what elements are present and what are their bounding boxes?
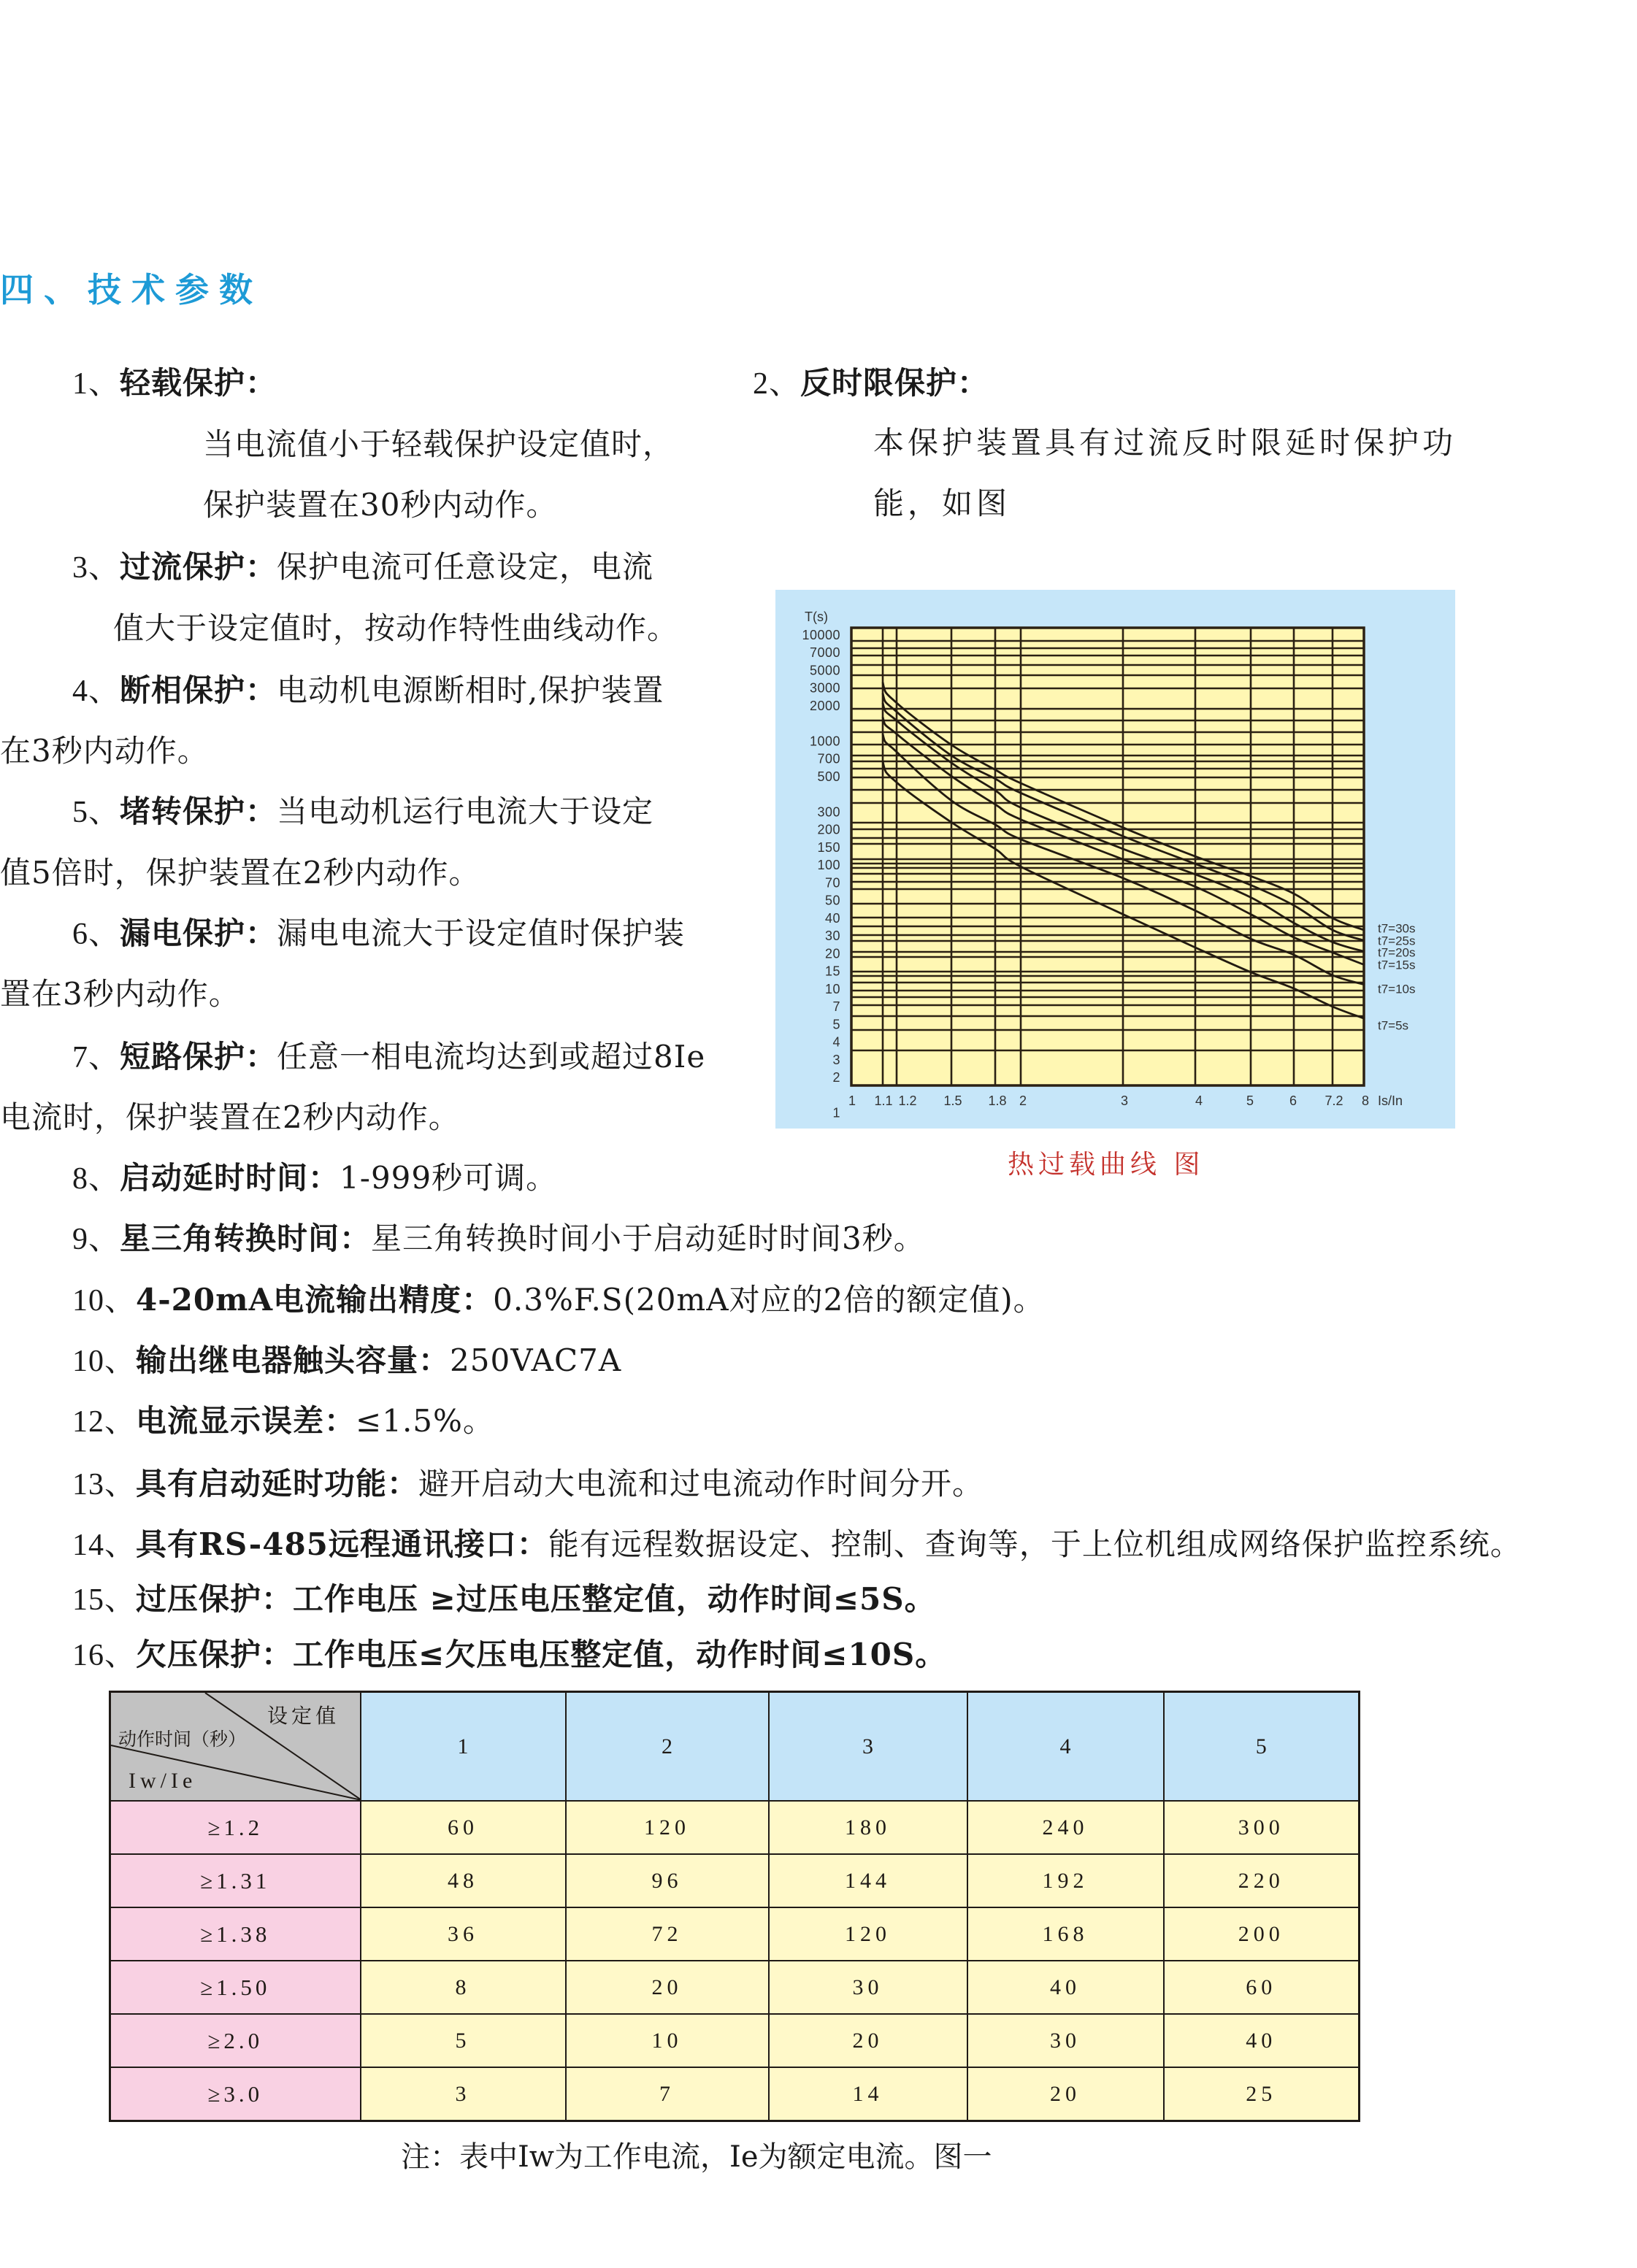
item-label: 具有启动延时功能：: [136, 1466, 419, 1502]
spec-item-5: [72, 793, 653, 830]
table-cell: 30: [967, 2014, 1164, 2067]
table-cell: 40: [1164, 2014, 1360, 2067]
y-tick-label: 10: [824, 981, 840, 996]
x-tick-label: 1: [848, 1093, 856, 1108]
chart-svg: [775, 590, 1455, 1129]
item-text: 漏电电流大于设定值时保护装: [277, 915, 686, 951]
item-number: 3、: [72, 551, 120, 585]
item-label: 欠压保护：: [136, 1637, 294, 1672]
item-label: 短路保护：: [120, 1039, 277, 1075]
spec-item-3: [72, 549, 653, 585]
corner-setting-label: 设定值: [267, 1704, 340, 1728]
y-tick-label: 200: [817, 822, 840, 837]
item-label: 漏电保护：: [120, 915, 277, 951]
spec-item-13: [72, 1466, 984, 1502]
curve-label-t7-10s: t7=10s: [1378, 982, 1416, 996]
item-number: 8、: [72, 1162, 120, 1196]
row-label: ≥3.0: [110, 2067, 361, 2121]
table-cell: 14: [769, 2067, 967, 2121]
column-header: 5: [1164, 1692, 1360, 1802]
y-tick-label: 700: [817, 751, 840, 766]
item-text: 0.3%F.S(20mA对应的2倍的额定值)。: [493, 1282, 1045, 1318]
row-label: ≥2.0: [110, 2014, 361, 2067]
column-header: 2: [566, 1692, 769, 1802]
y-tick-label: 1: [832, 1105, 840, 1120]
curve-label-t7-5s: t7=5s: [1378, 1018, 1409, 1033]
table-row: [110, 1961, 1360, 2014]
item-label: 断相保护：: [120, 672, 277, 708]
table-cell: 220: [1164, 1854, 1360, 1907]
table-cell: 168: [967, 1907, 1164, 1961]
item-number: 4、: [72, 674, 120, 708]
x-tick-label: 7.2: [1324, 1093, 1343, 1108]
spec-item-7: [72, 1039, 705, 1075]
item-text: 工作电压 ≥过压电压整定值，动作时间≤5S。: [293, 1581, 936, 1617]
item-number: 10、: [72, 1345, 137, 1378]
item-number: 2、: [753, 367, 801, 401]
y-tick-label: 300: [817, 804, 840, 820]
item-number: 5、: [72, 796, 120, 829]
table-cell: 180: [769, 1801, 967, 1854]
item-number: 15、: [72, 1583, 137, 1617]
y-tick-label: 20: [824, 946, 840, 961]
y-tick-label: 15: [824, 964, 840, 979]
table-cell: 36: [361, 1907, 566, 1961]
item-label: 过流保护：: [120, 549, 277, 585]
item-label: 4-20mA电流输出精度：: [136, 1282, 494, 1318]
spec-item-15: [72, 1581, 936, 1618]
chart-caption: 热过载曲线 图: [1008, 1150, 1205, 1180]
x-tick-label: 4: [1195, 1093, 1203, 1108]
item-number: 12、: [72, 1405, 137, 1439]
y-tick-label: 500: [817, 769, 840, 784]
y-tick-label: 30: [824, 929, 840, 944]
table-cell: 20: [566, 1961, 769, 2014]
item-text: 1-999秒可调。: [340, 1160, 558, 1196]
spec-item-6: [72, 915, 685, 952]
curve-label-t7-20s: t7=20s: [1378, 945, 1416, 960]
table-cell: 192: [967, 1854, 1164, 1907]
item-label: 堵转保护：: [120, 793, 277, 829]
curve-label-t7-15s: t7=15s: [1378, 958, 1416, 972]
table-row: [110, 1907, 1360, 1961]
spec-item-8: [72, 1160, 557, 1196]
column-header: 4: [967, 1692, 1164, 1802]
item-number: 1、: [72, 367, 120, 401]
item-6-text-line-2: 置在3秒内动作。: [0, 976, 240, 1012]
spec-item-12: [72, 1403, 494, 1439]
item-5-text-line-2: 值5倍时，保护装置在2秒内动作。: [0, 855, 480, 891]
y-tick-label: 70: [824, 875, 840, 891]
item-1-text-line-1: 当电流值小于轻载保护设定值时，: [203, 426, 675, 462]
x-axis-label: Is/In: [1378, 1093, 1403, 1108]
table-cell: 8: [361, 1961, 566, 2014]
corner-ratio-label: Iw/Ie: [129, 1769, 197, 1793]
table-cell: 120: [566, 1801, 769, 1854]
table-cell: 60: [1164, 1961, 1360, 2014]
table-cell: 120: [769, 1907, 967, 1961]
item-2-text-line-1: 本保护装置具有过流反时限延时保护功: [873, 425, 1457, 461]
y-tick-label: 7000: [809, 645, 840, 661]
item-7-text-line-2: 电流时，保护装置在2秒内动作。: [0, 1099, 460, 1135]
x-tick-label: 8: [1361, 1093, 1370, 1108]
curve-label-t7-25s: t7=25s: [1378, 934, 1416, 948]
x-tick-label: 5: [1246, 1093, 1254, 1108]
item-label: 轻载保护：: [120, 365, 277, 401]
table-row: [110, 2067, 1360, 2121]
table-header-row: [110, 1692, 1360, 1802]
item-number: 10、: [72, 1284, 137, 1318]
table-cell: 72: [566, 1907, 769, 1961]
spec-item-10-relay-capacity: [72, 1342, 621, 1379]
table-cell: 96: [566, 1854, 769, 1907]
table-cell: 240: [967, 1801, 1164, 1854]
corner-time-label: 动作时间（秒）: [118, 1729, 247, 1750]
table-corner-cell: [110, 1692, 361, 1802]
y-tick-label: 10000: [802, 628, 840, 642]
item-text: 星三角转换时间小于启动延时时间3秒。: [371, 1221, 925, 1256]
item-4-text-line-2: 在3秒内动作。: [0, 733, 209, 769]
table-row: [110, 1854, 1360, 1907]
row-label: ≥1.31: [110, 1854, 361, 1907]
row-label: ≥1.38: [110, 1907, 361, 1961]
x-tick-label: 1.2: [898, 1093, 917, 1108]
y-tick-label: 4: [832, 1034, 840, 1050]
item-text: 避开启动大电流和过电流动作时间分开。: [418, 1466, 984, 1502]
y-tick-label: 2000: [809, 698, 840, 713]
item-label: 具有RS-485远程通讯接口：: [136, 1526, 548, 1562]
item-label: 反时限保护：: [800, 365, 989, 401]
table-cell: 10: [566, 2014, 769, 2067]
y-tick-label: 5: [832, 1017, 840, 1032]
table-cell: 25: [1164, 2067, 1360, 2121]
y-tick-label: 3000: [809, 680, 840, 696]
spec-item-1: [72, 365, 277, 401]
section-title: 四、技术参数: [0, 270, 263, 310]
item-1-text-line-2: 保护装置在30秒内动作。: [203, 487, 558, 523]
thermal-overload-chart: [775, 590, 1455, 1129]
y-tick-label: 2: [832, 1070, 840, 1085]
y-tick-label: 3: [832, 1052, 840, 1067]
item-label: 电流显示误差：: [136, 1403, 356, 1439]
y-tick-label: 5000: [809, 663, 840, 678]
item-number: 16、: [72, 1639, 137, 1672]
item-3-text-line-2: 值大于设定值时，按动作特性曲线动作。: [113, 610, 679, 646]
item-text: 当电动机运行电流大于设定: [277, 793, 654, 829]
table-cell: 144: [769, 1854, 967, 1907]
table-cell: 30: [769, 1961, 967, 2014]
item-number: 14、: [72, 1529, 137, 1562]
x-tick-label: 1.5: [943, 1093, 962, 1108]
x-tick-label: 2: [1019, 1093, 1027, 1108]
table-cell: 3: [361, 2067, 566, 2121]
spec-item-14: [72, 1526, 1522, 1563]
table-cell: 200: [1164, 1907, 1360, 1961]
y-tick-label: 150: [817, 839, 840, 855]
x-tick-label: 3: [1120, 1093, 1129, 1108]
item-text: 任意一相电流均达到或超过8Ie: [277, 1039, 706, 1075]
table-row: [110, 2014, 1360, 2067]
action-time-table: [109, 1691, 1360, 2122]
y-tick-label: 100: [817, 858, 840, 873]
column-header: 1: [361, 1692, 566, 1802]
item-number: 6、: [72, 918, 120, 951]
table-cell: 48: [361, 1854, 566, 1907]
table-cell: 300: [1164, 1801, 1360, 1854]
y-axis-label: T(s): [805, 610, 828, 624]
y-tick-label: 40: [824, 910, 840, 926]
spec-item-16: [72, 1637, 946, 1673]
item-number: 7、: [72, 1041, 120, 1075]
item-label: 过压保护：: [136, 1581, 294, 1617]
x-tick-label: 1.1: [874, 1093, 893, 1108]
item-text: 能有远程数据设定、控制、查询等，于上位机组成网络保护监控系统。: [548, 1526, 1522, 1562]
item-text: 保护电流可任意设定，电流: [277, 549, 654, 585]
x-tick-label: 6: [1289, 1093, 1297, 1108]
y-tick-label: 1000: [809, 734, 840, 749]
spec-item-10-output-accuracy: [72, 1282, 1045, 1318]
table-row: [110, 1801, 1360, 1854]
item-text: 工作电压≤欠压电压整定值，动作时间≤10S。: [293, 1637, 947, 1672]
item-number: 13、: [72, 1468, 137, 1502]
row-label: ≥1.50: [110, 1961, 361, 2014]
item-label: 星三角转换时间：: [120, 1221, 372, 1256]
y-tick-label: 50: [824, 893, 840, 908]
item-label: 输出继电器触头容量：: [136, 1342, 451, 1378]
x-tick-label: 1.8: [988, 1093, 1007, 1108]
item-text: 电动机电源断相时,保护装置: [277, 672, 664, 708]
y-tick-label: 7: [832, 999, 840, 1015]
spec-item-4: [72, 672, 664, 709]
item-number: 9、: [72, 1223, 120, 1256]
item-2-text-line-2: 能，如图: [873, 485, 1011, 521]
row-label: ≥1.2: [110, 1801, 361, 1854]
item-text: 250VAC7A: [450, 1342, 622, 1378]
table-cell: 40: [967, 1961, 1164, 2014]
table-note: 注：表中Iw为工作电流，Ie为额定电流。图一: [401, 2140, 992, 2174]
table-cell: 5: [361, 2014, 566, 2067]
table-cell: 60: [361, 1801, 566, 1854]
spec-item-2: [753, 365, 989, 401]
table-cell: 20: [967, 2067, 1164, 2121]
table-cell: 7: [566, 2067, 769, 2121]
column-header: 3: [769, 1692, 967, 1802]
curve-label-t7-30s: t7=30s: [1378, 921, 1416, 936]
item-label: 启动延时时间：: [120, 1160, 340, 1196]
item-text: ≤1.5%。: [356, 1403, 494, 1439]
spec-item-9: [72, 1221, 925, 1257]
table-cell: 20: [769, 2014, 967, 2067]
